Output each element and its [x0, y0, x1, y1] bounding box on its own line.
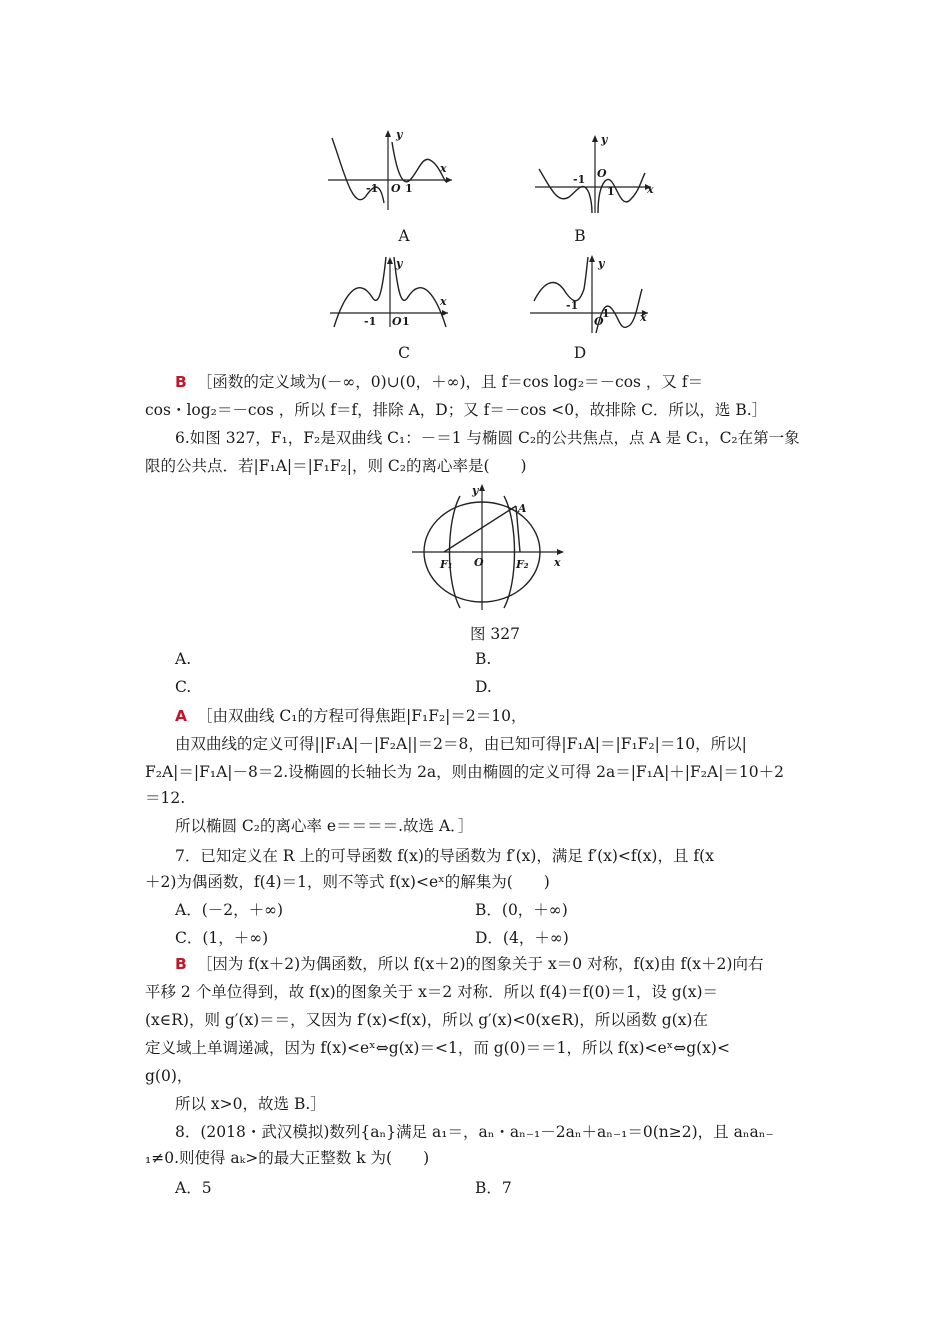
q6-stem-line-1: 6.如图 327，F₁，F₂是双曲线 C₁：－＝1 与椭圆 C₂的公共焦点，点 A 是 C₁，C₂在第一象 — [175, 429, 800, 447]
graph-c-x-label: x — [440, 295, 447, 308]
q8-option-b: B．7 — [475, 1179, 512, 1197]
graph-b-pos-tick: 1 — [607, 185, 615, 198]
q6-answer-line-4: ＝12. — [145, 789, 186, 807]
graph-d-y-label: y — [598, 257, 605, 270]
q6-stem-line-2: 限的公共点．若|F₁A|＝|F₁F₂|，则 C₂的离心率是( ) — [145, 457, 527, 475]
q8-option-a: A．5 — [175, 1179, 212, 1197]
graph-c-pos-tick: 1 — [402, 315, 410, 328]
figure-327-caption: 图 327 — [469, 625, 520, 643]
q8-stem-line-1: 8．(2018・武汉模拟)数列{aₙ}满足 a₁＝，aₙ・aₙ₋₁－2aₙ＋aₙ₋₁＝0(n≥2)，且 aₙaₙ₋ — [175, 1123, 774, 1141]
q7-answer-line-5: g(0)， — [145, 1067, 193, 1085]
graph-d-neg-tick: -1 — [566, 299, 579, 312]
fig327-y-label: y — [472, 484, 479, 497]
graph-c-neg-tick: -1 — [364, 315, 377, 328]
figure-327 — [410, 482, 570, 612]
q5-answer-letter: B — [175, 373, 187, 391]
graph-a-neg-tick: -1 — [366, 182, 379, 195]
q7-stem-line-2: ＋2)为偶函数，f(4)＝1，则不等式 f(x)<eˣ的解集为( ) — [145, 873, 550, 891]
graph-a — [328, 128, 458, 213]
graph-a-x-label: x — [440, 162, 447, 175]
fig327-point-a: A — [518, 502, 527, 515]
q7-answer-line-4: 定义域上单调递减，因为 f(x)<eˣ⇔g(x)＝<1，而 g(0)＝＝1，所以 f(x)<eˣ⇔g(x)< — [145, 1039, 730, 1057]
fig327-focus-2: F₂ — [516, 558, 529, 571]
q7-answer-letter: B — [175, 955, 187, 973]
q6-answer-line-3: F₂A|＝|F₁A|－8＝2.设椭圆的长轴长为 2a，则由椭圆的定义可得 2a＝|F₁A|＋|F₂A|＝10＋2 — [145, 763, 784, 781]
graph-d — [530, 255, 655, 335]
q6-option-c: C. — [175, 678, 192, 696]
q7-option-d: D．(4，＋∞) — [475, 929, 569, 947]
q6-answer-line-5: 所以椭圆 C₂的离心率 e＝＝＝＝.故选 A．］ — [175, 817, 474, 835]
q7-option-b: B．(0，＋∞) — [475, 901, 568, 919]
q5-answer-line-1: B ［函数的定义域为(－∞，0)∪(0，＋∞)，且 f＝cos log₂＝－cos ，又 f＝ — [175, 373, 704, 391]
graph-b-origin: O — [597, 167, 607, 180]
graph-a-y-label: y — [396, 128, 403, 141]
q6-answer-line-1: A ［由双曲线 C₁的方程可得焦距|F₁F₂|＝2＝10， — [175, 707, 527, 725]
q6-answer-line-2: 由双曲线的定义可得||F₁A|－|F₂A||＝2＝8，由已知可得|F₁A|＝|F₁F₂|＝10，所以| — [175, 735, 747, 753]
q8-stem-line-2: ₁≠0.则使得 aₖ>的最大正整数 k 为( ) — [145, 1149, 430, 1167]
graph-b-x-label: x — [647, 183, 654, 196]
q6-answer-letter: A — [175, 707, 187, 725]
q7-stem-line-1: 7．已知定义在 R 上的可导函数 f(x)的导函数为 f′(x)，满足 f′(x)<f(x)，且 f(x — [175, 847, 714, 865]
graph-a-pos-tick: 1 — [405, 182, 413, 195]
graph-b-y-label: y — [601, 133, 608, 146]
fig327-origin: O — [474, 556, 484, 569]
q7-answer-line-6: 所以 x>0，故选 B.］ — [175, 1095, 326, 1113]
q7-option-a: A．(－2，＋∞) — [175, 901, 284, 919]
graph-b — [535, 135, 660, 215]
q7-option-c: C．(1，＋∞) — [175, 929, 269, 947]
graph-d-pos-tick: 1 — [602, 307, 610, 320]
q6-option-a: A. — [175, 650, 192, 668]
q7-answer-line-1: B ［因为 f(x＋2)为偶函数，所以 f(x＋2)的图象关于 x＝0 对称，f(x)由 f(x＋2)向右 — [175, 955, 764, 973]
q6-option-d: D. — [475, 678, 492, 696]
graph-d-origin: O — [594, 315, 604, 328]
graph-c-y-label: y — [396, 257, 403, 270]
graph-b-neg-tick: -1 — [573, 173, 586, 186]
graph-a-origin: O — [391, 182, 401, 195]
fig327-x-label: x — [554, 556, 561, 569]
graph-c — [330, 255, 455, 330]
graph-d-caption: D — [573, 344, 587, 362]
graph-c-caption: C — [398, 344, 410, 362]
q7-answer-line-2: 平移 2 个单位得到，故 f(x)的图象关于 x＝2 对称．所以 f(4)＝f(0)＝1，设 g(x)＝ — [145, 983, 719, 1001]
graph-a-caption: A — [398, 227, 410, 245]
q5-answer-line-2: cos・log₂＝－cos ，所以 f＝f，排除 A，D；又 f＝－cos <0，故排除 C．所以，选 B.］ — [145, 401, 768, 419]
q7-answer-line-3: (x∈R)，则 g′(x)＝＝，又因为 f′(x)<f(x)，所以 g′(x)<0(x∈R)，所以函数 g(x)在 — [145, 1011, 708, 1029]
fig327-focus-1: F₁ — [440, 558, 453, 571]
graph-c-origin: O — [392, 315, 402, 328]
q6-option-b: B. — [475, 650, 492, 668]
graph-d-x-label: x — [640, 311, 647, 324]
graph-b-caption: B — [574, 227, 586, 245]
